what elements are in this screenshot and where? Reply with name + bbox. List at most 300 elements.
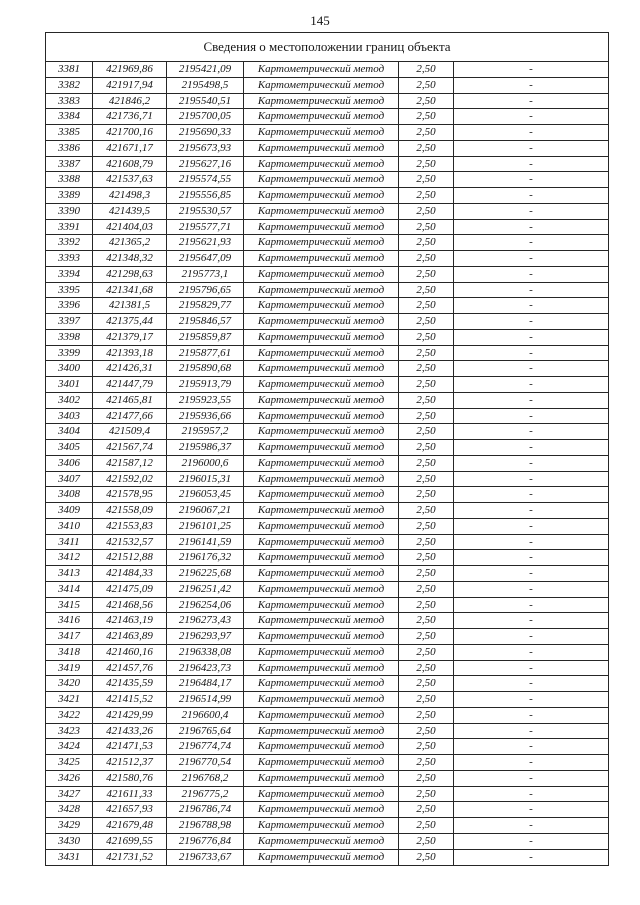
x-coordinate-cell: 421439,5 xyxy=(93,204,167,219)
x-coordinate-cell: 421578,95 xyxy=(93,487,167,502)
x-coordinate-cell: 421509,4 xyxy=(93,424,167,439)
method-cell: Картометрический метод xyxy=(244,739,399,754)
y-coordinate-cell: 2196293,97 xyxy=(167,629,244,644)
table-row xyxy=(46,487,608,503)
y-coordinate-cell: 2196484,17 xyxy=(167,676,244,691)
point-number-cell: 3387 xyxy=(46,157,93,172)
method-cell: Картометрический метод xyxy=(244,771,399,786)
y-coordinate-cell: 2196000,6 xyxy=(167,456,244,471)
table-row xyxy=(46,456,608,472)
note-cell: - xyxy=(529,220,533,233)
x-coordinate-cell: 421679,48 xyxy=(93,818,167,833)
method-cell: Картометрический метод xyxy=(244,834,399,849)
note-cell: - xyxy=(529,63,533,75)
x-coordinate-cell: 421700,16 xyxy=(93,125,167,140)
method-cell: Картометрический метод xyxy=(244,535,399,550)
table-row xyxy=(46,346,608,362)
point-number-cell: 3403 xyxy=(46,409,93,424)
method-cell: Картометрический метод xyxy=(244,172,399,187)
note-cell: - xyxy=(529,409,533,422)
table-row xyxy=(46,787,608,803)
table-row xyxy=(46,661,608,677)
note-cell: - xyxy=(529,551,533,564)
point-number-cell: 3425 xyxy=(46,755,93,770)
accuracy-cell: 2,50 xyxy=(399,141,454,156)
x-coordinate-cell: 421404,03 xyxy=(93,220,167,235)
x-coordinate-cell: 421365,2 xyxy=(93,235,167,250)
accuracy-cell: 2,50 xyxy=(399,109,454,124)
y-coordinate-cell: 2196176,32 xyxy=(167,550,244,565)
point-number-cell: 3410 xyxy=(46,519,93,534)
accuracy-cell: 2,50 xyxy=(399,172,454,187)
note-cell: - xyxy=(529,504,533,516)
point-number-cell: 3394 xyxy=(46,267,93,282)
point-number-cell: 3411 xyxy=(46,535,93,550)
accuracy-cell: 2,50 xyxy=(399,125,454,140)
y-coordinate-cell: 2196775,2 xyxy=(167,787,244,802)
method-cell: Картометрический метод xyxy=(244,235,399,250)
table-row xyxy=(46,204,608,220)
note-cell: - xyxy=(529,535,533,548)
table-row xyxy=(46,503,608,519)
table-row xyxy=(46,708,608,724)
table-row xyxy=(46,188,608,204)
accuracy-cell: 2,50 xyxy=(399,802,454,817)
point-number-cell: 3409 xyxy=(46,503,93,518)
note-cell: - xyxy=(529,724,533,737)
note-cell: - xyxy=(529,661,533,674)
point-number-cell: 3419 xyxy=(46,661,93,676)
y-coordinate-cell: 2196770,54 xyxy=(167,755,244,770)
method-cell: Картометрический метод xyxy=(244,220,399,235)
table-row xyxy=(46,566,608,582)
x-coordinate-cell: 421465,81 xyxy=(93,393,167,408)
accuracy-cell: 2,50 xyxy=(399,566,454,581)
note-cell: - xyxy=(529,614,533,627)
accuracy-cell: 2,50 xyxy=(399,78,454,93)
y-coordinate-cell: 2195556,85 xyxy=(167,188,244,203)
accuracy-cell: 2,50 xyxy=(399,251,454,266)
point-number-cell: 3396 xyxy=(46,298,93,313)
accuracy-cell: 2,50 xyxy=(399,598,454,613)
method-cell: Картометрический метод xyxy=(244,141,399,156)
y-coordinate-cell: 2195673,93 xyxy=(167,141,244,156)
point-number-cell: 3391 xyxy=(46,220,93,235)
method-cell: Картометрический метод xyxy=(244,330,399,345)
point-number-cell: 3399 xyxy=(46,346,93,361)
x-coordinate-cell: 421435,59 xyxy=(93,676,167,691)
method-cell: Картометрический метод xyxy=(244,566,399,581)
table-body xyxy=(46,62,608,865)
point-number-cell: 3426 xyxy=(46,771,93,786)
y-coordinate-cell: 2195829,77 xyxy=(167,298,244,313)
accuracy-cell: 2,50 xyxy=(399,204,454,219)
y-coordinate-cell: 2196765,64 xyxy=(167,724,244,739)
accuracy-cell: 2,50 xyxy=(399,487,454,502)
table-row xyxy=(46,220,608,236)
table-row xyxy=(46,535,608,551)
note-cell: - xyxy=(529,819,533,831)
table-row xyxy=(46,802,608,818)
point-number-cell: 3406 xyxy=(46,456,93,471)
method-cell: Картометрический метод xyxy=(244,850,399,866)
x-coordinate-cell: 421512,37 xyxy=(93,755,167,770)
accuracy-cell: 2,50 xyxy=(399,645,454,660)
y-coordinate-cell: 2195846,57 xyxy=(167,314,244,329)
note-cell: - xyxy=(529,393,533,406)
x-coordinate-cell: 421447,79 xyxy=(93,377,167,392)
table-row xyxy=(46,377,608,393)
note-cell: - xyxy=(529,740,533,753)
x-coordinate-cell: 421657,93 xyxy=(93,802,167,817)
method-cell: Картометрический метод xyxy=(244,802,399,817)
x-coordinate-cell: 421580,76 xyxy=(93,771,167,786)
method-cell: Картометрический метод xyxy=(244,62,399,77)
method-cell: Картометрический метод xyxy=(244,598,399,613)
accuracy-cell: 2,50 xyxy=(399,739,454,754)
note-cell: - xyxy=(529,78,533,91)
accuracy-cell: 2,50 xyxy=(399,692,454,707)
point-number-cell: 3393 xyxy=(46,251,93,266)
accuracy-cell: 2,50 xyxy=(399,157,454,172)
table-row xyxy=(46,172,608,188)
x-coordinate-cell: 421736,71 xyxy=(93,109,167,124)
method-cell: Картометрический метод xyxy=(244,503,399,518)
y-coordinate-cell: 2195621,93 xyxy=(167,235,244,250)
x-coordinate-cell: 421415,52 xyxy=(93,692,167,707)
y-coordinate-cell: 2195936,66 xyxy=(167,409,244,424)
method-cell: Картометрический метод xyxy=(244,676,399,691)
table-row xyxy=(46,771,608,787)
accuracy-cell: 2,50 xyxy=(399,314,454,329)
method-cell: Картометрический метод xyxy=(244,346,399,361)
method-cell: Картометрический метод xyxy=(244,755,399,770)
point-number-cell: 3423 xyxy=(46,724,93,739)
table-row xyxy=(46,78,608,94)
point-number-cell: 3417 xyxy=(46,629,93,644)
point-number-cell: 3418 xyxy=(46,645,93,660)
table-row xyxy=(46,582,608,598)
method-cell: Картометрический метод xyxy=(244,314,399,329)
note-cell: - xyxy=(529,283,533,296)
table-row xyxy=(46,283,608,299)
y-coordinate-cell: 2195421,09 xyxy=(167,62,244,77)
table-row xyxy=(46,472,608,488)
accuracy-cell: 2,50 xyxy=(399,503,454,518)
y-coordinate-cell: 2196786,74 xyxy=(167,802,244,817)
note-cell: - xyxy=(529,173,533,186)
point-number-cell: 3388 xyxy=(46,172,93,187)
method-cell: Картометрический метод xyxy=(244,424,399,439)
x-coordinate-cell: 421468,56 xyxy=(93,598,167,613)
note-cell: - xyxy=(529,850,533,863)
x-coordinate-cell: 421553,83 xyxy=(93,519,167,534)
method-cell: Картометрический метод xyxy=(244,157,399,172)
note-cell: - xyxy=(529,645,533,658)
table-row xyxy=(46,94,608,110)
table-row xyxy=(46,598,608,614)
table-row xyxy=(46,157,608,173)
note-cell: - xyxy=(529,582,533,595)
table-row xyxy=(46,834,608,850)
x-coordinate-cell: 421463,89 xyxy=(93,629,167,644)
x-coordinate-cell: 421457,76 xyxy=(93,661,167,676)
accuracy-cell: 2,50 xyxy=(399,188,454,203)
note-cell: - xyxy=(529,330,533,343)
method-cell: Картометрический метод xyxy=(244,109,399,124)
method-cell: Картометрический метод xyxy=(244,818,399,833)
y-coordinate-cell: 2195957,2 xyxy=(167,424,244,439)
x-coordinate-cell: 421433,26 xyxy=(93,724,167,739)
table-row xyxy=(46,755,608,771)
x-coordinate-cell: 421512,88 xyxy=(93,550,167,565)
x-coordinate-cell: 421426,31 xyxy=(93,361,167,376)
point-number-cell: 3382 xyxy=(46,78,93,93)
y-coordinate-cell: 2195540,51 xyxy=(167,94,244,109)
point-number-cell: 3405 xyxy=(46,440,93,455)
y-coordinate-cell: 2196273,43 xyxy=(167,613,244,628)
point-number-cell: 3401 xyxy=(46,377,93,392)
x-coordinate-cell: 421567,74 xyxy=(93,440,167,455)
page-number: 145 xyxy=(310,13,330,28)
x-coordinate-cell: 421475,09 xyxy=(93,582,167,597)
method-cell: Картометрический метод xyxy=(244,692,399,707)
table-row xyxy=(46,409,608,425)
x-coordinate-cell: 421477,66 xyxy=(93,409,167,424)
method-cell: Картометрический метод xyxy=(244,519,399,534)
method-cell: Картометрический метод xyxy=(244,283,399,298)
table-row xyxy=(46,109,608,125)
method-cell: Картометрический метод xyxy=(244,267,399,282)
x-coordinate-cell: 421298,63 xyxy=(93,267,167,282)
accuracy-cell: 2,50 xyxy=(399,424,454,439)
point-number-cell: 3412 xyxy=(46,550,93,565)
note-cell: - xyxy=(529,693,533,705)
x-coordinate-cell: 421375,44 xyxy=(93,314,167,329)
note-cell: - xyxy=(529,834,533,847)
point-number-cell: 3389 xyxy=(46,188,93,203)
accuracy-cell: 2,50 xyxy=(399,377,454,392)
point-number-cell: 3431 xyxy=(46,850,93,866)
method-cell: Картометрический метод xyxy=(244,94,399,109)
method-cell: Картометрический метод xyxy=(244,409,399,424)
table-row xyxy=(46,361,608,377)
x-coordinate-cell: 421532,57 xyxy=(93,535,167,550)
note-cell: - xyxy=(529,315,533,327)
y-coordinate-cell: 2196514,99 xyxy=(167,692,244,707)
method-cell: Картометрический метод xyxy=(244,787,399,802)
note-cell: - xyxy=(529,708,533,721)
accuracy-cell: 2,50 xyxy=(399,613,454,628)
note-cell: - xyxy=(529,567,533,579)
note-cell: - xyxy=(529,346,533,359)
method-cell: Картометрический метод xyxy=(244,613,399,628)
table-row xyxy=(46,141,608,157)
x-coordinate-cell: 421846,2 xyxy=(93,94,167,109)
method-cell: Картометрический метод xyxy=(244,550,399,565)
point-number-cell: 3430 xyxy=(46,834,93,849)
method-cell: Картометрический метод xyxy=(244,661,399,676)
x-coordinate-cell: 421558,09 xyxy=(93,503,167,518)
x-coordinate-cell: 421463,19 xyxy=(93,613,167,628)
accuracy-cell: 2,50 xyxy=(399,393,454,408)
x-coordinate-cell: 421341,68 xyxy=(93,283,167,298)
accuracy-cell: 2,50 xyxy=(399,676,454,691)
note-cell: - xyxy=(529,157,533,170)
point-number-cell: 3383 xyxy=(46,94,93,109)
table-row xyxy=(46,724,608,740)
method-cell: Картометрический метод xyxy=(244,251,399,266)
accuracy-cell: 2,50 xyxy=(399,755,454,770)
method-cell: Картометрический метод xyxy=(244,78,399,93)
accuracy-cell: 2,50 xyxy=(399,298,454,313)
y-coordinate-cell: 2196788,98 xyxy=(167,818,244,833)
table-row xyxy=(46,645,608,661)
x-coordinate-cell: 421379,17 xyxy=(93,330,167,345)
x-coordinate-cell: 421429,99 xyxy=(93,708,167,723)
y-coordinate-cell: 2196251,42 xyxy=(167,582,244,597)
x-coordinate-cell: 421498,3 xyxy=(93,188,167,203)
x-coordinate-cell: 421460,16 xyxy=(93,645,167,660)
x-coordinate-cell: 421611,33 xyxy=(93,787,167,802)
method-cell: Картометрический метод xyxy=(244,708,399,723)
accuracy-cell: 2,50 xyxy=(399,456,454,471)
x-coordinate-cell: 421484,33 xyxy=(93,566,167,581)
table-row xyxy=(46,850,608,866)
y-coordinate-cell: 2195773,1 xyxy=(167,267,244,282)
table-row xyxy=(46,629,608,645)
table-row xyxy=(46,251,608,267)
point-number-cell: 3415 xyxy=(46,598,93,613)
y-coordinate-cell: 2196053,45 xyxy=(167,487,244,502)
x-coordinate-cell: 421381,5 xyxy=(93,298,167,313)
method-cell: Картометрический метод xyxy=(244,361,399,376)
accuracy-cell: 2,50 xyxy=(399,220,454,235)
accuracy-cell: 2,50 xyxy=(399,235,454,250)
accuracy-cell: 2,50 xyxy=(399,550,454,565)
point-number-cell: 3424 xyxy=(46,739,93,754)
point-number-cell: 3428 xyxy=(46,802,93,817)
note-cell: - xyxy=(529,252,533,264)
table-row xyxy=(46,676,608,692)
table-row xyxy=(46,550,608,566)
accuracy-cell: 2,50 xyxy=(399,283,454,298)
accuracy-cell: 2,50 xyxy=(399,787,454,802)
accuracy-cell: 2,50 xyxy=(399,409,454,424)
y-coordinate-cell: 2195574,55 xyxy=(167,172,244,187)
point-number-cell: 3402 xyxy=(46,393,93,408)
y-coordinate-cell: 2195890,68 xyxy=(167,361,244,376)
point-number-cell: 3398 xyxy=(46,330,93,345)
note-cell: - xyxy=(529,441,533,453)
method-cell: Картометрический метод xyxy=(244,472,399,487)
x-coordinate-cell: 421671,17 xyxy=(93,141,167,156)
y-coordinate-cell: 2195498,5 xyxy=(167,78,244,93)
y-coordinate-cell: 2195877,61 xyxy=(167,346,244,361)
note-cell: - xyxy=(529,756,533,768)
y-coordinate-cell: 2195690,33 xyxy=(167,125,244,140)
accuracy-cell: 2,50 xyxy=(399,708,454,723)
point-number-cell: 3427 xyxy=(46,787,93,802)
table-row xyxy=(46,125,608,141)
table-row xyxy=(46,818,608,834)
point-number-cell: 3422 xyxy=(46,708,93,723)
y-coordinate-cell: 2196141,59 xyxy=(167,535,244,550)
point-number-cell: 3397 xyxy=(46,314,93,329)
accuracy-cell: 2,50 xyxy=(399,818,454,833)
point-number-cell: 3381 xyxy=(46,62,93,77)
y-coordinate-cell: 2195577,71 xyxy=(167,220,244,235)
point-number-cell: 3414 xyxy=(46,582,93,597)
point-number-cell: 3392 xyxy=(46,235,93,250)
x-coordinate-cell: 421592,02 xyxy=(93,472,167,487)
accuracy-cell: 2,50 xyxy=(399,724,454,739)
point-number-cell: 3400 xyxy=(46,361,93,376)
note-cell: - xyxy=(529,425,533,438)
accuracy-cell: 2,50 xyxy=(399,472,454,487)
y-coordinate-cell: 2196067,21 xyxy=(167,503,244,518)
note-cell: - xyxy=(529,519,533,532)
method-cell: Картометрический метод xyxy=(244,125,399,140)
table-row xyxy=(46,235,608,251)
accuracy-cell: 2,50 xyxy=(399,440,454,455)
note-cell: - xyxy=(529,94,533,107)
note-cell: - xyxy=(529,236,533,249)
note-cell: - xyxy=(529,378,533,390)
note-cell: - xyxy=(529,189,533,201)
y-coordinate-cell: 2196101,25 xyxy=(167,519,244,534)
accuracy-cell: 2,50 xyxy=(399,62,454,77)
accuracy-cell: 2,50 xyxy=(399,850,454,866)
table-row xyxy=(46,298,608,314)
method-cell: Картометрический метод xyxy=(244,645,399,660)
x-coordinate-cell: 421731,52 xyxy=(93,850,167,866)
accuracy-cell: 2,50 xyxy=(399,267,454,282)
table-row xyxy=(46,739,608,755)
y-coordinate-cell: 2195986,37 xyxy=(167,440,244,455)
y-coordinate-cell: 2196225,68 xyxy=(167,566,244,581)
boundary-coordinates-table xyxy=(45,32,609,866)
y-coordinate-cell: 2196776,84 xyxy=(167,834,244,849)
note-cell: - xyxy=(529,677,533,690)
method-cell: Картометрический метод xyxy=(244,188,399,203)
method-cell: Картометрический метод xyxy=(244,440,399,455)
table-row xyxy=(46,314,608,330)
accuracy-cell: 2,50 xyxy=(399,582,454,597)
point-number-cell: 3395 xyxy=(46,283,93,298)
table-row xyxy=(46,393,608,409)
note-cell: - xyxy=(529,472,533,485)
point-number-cell: 3384 xyxy=(46,109,93,124)
table-row xyxy=(46,424,608,440)
y-coordinate-cell: 2195700,05 xyxy=(167,109,244,124)
table-title: Сведения о местоположении границ объекта xyxy=(46,33,608,62)
x-coordinate-cell: 421393,18 xyxy=(93,346,167,361)
x-coordinate-cell: 421348,32 xyxy=(93,251,167,266)
point-number-cell: 3421 xyxy=(46,692,93,707)
accuracy-cell: 2,50 xyxy=(399,330,454,345)
y-coordinate-cell: 2196733,67 xyxy=(167,850,244,866)
note-cell: - xyxy=(529,126,533,138)
note-cell: - xyxy=(529,456,533,469)
y-coordinate-cell: 2196768,2 xyxy=(167,771,244,786)
method-cell: Картометрический метод xyxy=(244,377,399,392)
accuracy-cell: 2,50 xyxy=(399,629,454,644)
table-row xyxy=(46,440,608,456)
x-coordinate-cell: 421471,53 xyxy=(93,739,167,754)
y-coordinate-cell: 2195647,09 xyxy=(167,251,244,266)
accuracy-cell: 2,50 xyxy=(399,661,454,676)
